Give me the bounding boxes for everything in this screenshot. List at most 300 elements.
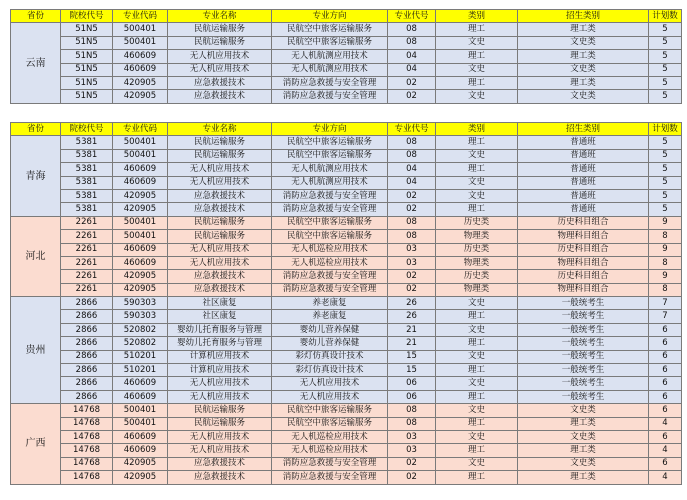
enrollment-type-cell: 普通班 xyxy=(518,149,649,162)
major-direction-cell: 消防应急救援与安全管理 xyxy=(272,203,388,216)
category-cell: 文史 xyxy=(436,377,518,390)
plan-count-cell: 6 xyxy=(649,337,682,350)
major-code-cell: 500401 xyxy=(113,23,168,36)
school-code-cell: 14768 xyxy=(61,404,113,417)
column-header: 专业代码 xyxy=(113,10,168,23)
major-name-cell: 民航运输服务 xyxy=(168,136,272,149)
table-row xyxy=(11,364,682,377)
school-code-cell: 2866 xyxy=(61,323,113,336)
table-row xyxy=(11,444,682,457)
plan-count-cell: 5 xyxy=(649,76,682,89)
major-code-cell: 420905 xyxy=(113,457,168,470)
major-code-cell: 460609 xyxy=(113,243,168,256)
category-cell: 理工 xyxy=(436,444,518,457)
major-name-cell: 无人机应用技术 xyxy=(168,430,272,443)
school-code-cell: 2261 xyxy=(61,216,113,229)
table-row xyxy=(11,283,682,296)
school-code-cell: 2866 xyxy=(61,377,113,390)
enrollment-type-cell: 普通班 xyxy=(518,189,649,202)
school-code-cell: 14768 xyxy=(61,457,113,470)
direction-code-cell: 08 xyxy=(388,136,436,149)
column-header: 招生类别 xyxy=(518,10,649,23)
major-direction-cell: 无人机应用技术 xyxy=(272,377,388,390)
major-code-cell: 460609 xyxy=(113,63,168,76)
direction-code-cell: 26 xyxy=(388,297,436,310)
major-code-cell: 460609 xyxy=(113,176,168,189)
major-name-cell: 无人机应用技术 xyxy=(168,390,272,403)
table-row xyxy=(11,323,682,336)
enrollment-type-cell: 理工类 xyxy=(518,417,649,430)
major-code-cell: 500401 xyxy=(113,216,168,229)
major-code-cell: 420905 xyxy=(113,90,168,103)
major-direction-cell: 无人机巡检应用技术 xyxy=(272,444,388,457)
column-header: 专业方向 xyxy=(272,123,388,136)
school-code-cell: 2261 xyxy=(61,283,113,296)
school-code-cell: 5381 xyxy=(61,176,113,189)
major-name-cell: 民航运输服务 xyxy=(168,23,272,36)
direction-code-cell: 04 xyxy=(388,176,436,189)
major-name-cell: 民航运输服务 xyxy=(168,230,272,243)
category-cell: 文史 xyxy=(436,430,518,443)
major-name-cell: 民航运输服务 xyxy=(168,216,272,229)
major-name-cell: 民航运输服务 xyxy=(168,36,272,49)
enrollment-type-cell: 普通班 xyxy=(518,176,649,189)
direction-code-cell: 03 xyxy=(388,256,436,269)
direction-code-cell: 08 xyxy=(388,23,436,36)
plan-count-cell: 8 xyxy=(649,256,682,269)
table-row xyxy=(11,36,682,49)
column-header: 院校代号 xyxy=(61,10,113,23)
major-code-cell: 510201 xyxy=(113,364,168,377)
plan-count-cell: 6 xyxy=(649,377,682,390)
table-row xyxy=(11,270,682,283)
school-code-cell: 2866 xyxy=(61,364,113,377)
major-code-cell: 590303 xyxy=(113,310,168,323)
plan-count-cell: 5 xyxy=(649,163,682,176)
header-row xyxy=(11,10,682,23)
category-cell: 文史 xyxy=(436,90,518,103)
category-cell: 历史类 xyxy=(436,243,518,256)
direction-code-cell: 15 xyxy=(388,350,436,363)
table-row xyxy=(11,189,682,202)
major-code-cell: 460609 xyxy=(113,50,168,63)
plan-count-cell: 6 xyxy=(649,430,682,443)
major-direction-cell: 民航空中旅客运输服务 xyxy=(272,230,388,243)
plan-count-cell: 5 xyxy=(649,50,682,63)
major-name-cell: 应急救援技术 xyxy=(168,90,272,103)
table-row xyxy=(11,163,682,176)
table-row xyxy=(11,149,682,162)
province-cell: 云南 xyxy=(11,23,61,103)
direction-code-cell: 08 xyxy=(388,36,436,49)
column-header: 类别 xyxy=(436,123,518,136)
major-direction-cell: 养老康复 xyxy=(272,297,388,310)
table-row xyxy=(11,417,682,430)
table-row xyxy=(11,430,682,443)
enrollment-type-cell: 普通班 xyxy=(518,203,649,216)
table-row xyxy=(11,203,682,216)
major-name-cell: 应急救援技术 xyxy=(168,457,272,470)
category-cell: 理工 xyxy=(436,364,518,377)
column-header: 专业方向 xyxy=(272,10,388,23)
enrollment-type-cell: 普通班 xyxy=(518,163,649,176)
major-code-cell: 460609 xyxy=(113,390,168,403)
major-direction-cell: 消防应急救援与安全管理 xyxy=(272,283,388,296)
major-direction-cell: 消防应急救援与安全管理 xyxy=(272,457,388,470)
major-name-cell: 无人机应用技术 xyxy=(168,256,272,269)
enrollment-type-cell: 一般统考生 xyxy=(518,337,649,350)
enrollment-type-cell: 历史科目组合 xyxy=(518,216,649,229)
plan-count-cell: 4 xyxy=(649,444,682,457)
school-code-cell: 2866 xyxy=(61,310,113,323)
direction-code-cell: 02 xyxy=(388,189,436,202)
table-row xyxy=(11,50,682,63)
school-code-cell: 14768 xyxy=(61,471,113,484)
category-cell: 物理类 xyxy=(436,230,518,243)
enrollment-type-cell: 一般统考生 xyxy=(518,390,649,403)
plan-count-cell: 7 xyxy=(649,297,682,310)
direction-code-cell: 02 xyxy=(388,457,436,470)
column-header: 招生类别 xyxy=(518,123,649,136)
enrollment-type-cell: 文史类 xyxy=(518,430,649,443)
plan-count-cell: 5 xyxy=(649,149,682,162)
major-direction-cell: 民航空中旅客运输服务 xyxy=(272,136,388,149)
direction-code-cell: 04 xyxy=(388,50,436,63)
major-code-cell: 500401 xyxy=(113,404,168,417)
major-direction-cell: 婴幼儿营养保健 xyxy=(272,323,388,336)
table-row xyxy=(11,390,682,403)
direction-code-cell: 08 xyxy=(388,230,436,243)
major-direction-cell: 无人机航测应用技术 xyxy=(272,176,388,189)
school-code-cell: 2866 xyxy=(61,350,113,363)
major-direction-cell: 消防应急救援与安全管理 xyxy=(272,471,388,484)
plan-count-cell: 5 xyxy=(649,23,682,36)
plan-count-cell: 9 xyxy=(649,243,682,256)
direction-code-cell: 08 xyxy=(388,404,436,417)
direction-code-cell: 02 xyxy=(388,270,436,283)
table-row xyxy=(11,457,682,470)
school-code-cell: 51N5 xyxy=(61,76,113,89)
table-row xyxy=(11,350,682,363)
enrollment-type-cell: 一般统考生 xyxy=(518,310,649,323)
major-direction-cell: 消防应急救援与安全管理 xyxy=(272,90,388,103)
school-code-cell: 2866 xyxy=(61,337,113,350)
direction-code-cell: 26 xyxy=(388,310,436,323)
major-direction-cell: 民航空中旅客运输服务 xyxy=(272,23,388,36)
province-cell: 青海 xyxy=(11,136,61,216)
school-code-cell: 51N5 xyxy=(61,36,113,49)
enrollment-type-cell: 普通班 xyxy=(518,136,649,149)
direction-code-cell: 03 xyxy=(388,243,436,256)
major-direction-cell: 消防应急救援与安全管理 xyxy=(272,76,388,89)
major-direction-cell: 婴幼儿营养保健 xyxy=(272,337,388,350)
column-header: 类别 xyxy=(436,10,518,23)
category-cell: 文史 xyxy=(436,323,518,336)
direction-code-cell: 08 xyxy=(388,149,436,162)
category-cell: 文史 xyxy=(436,350,518,363)
table-row xyxy=(11,337,682,350)
major-direction-cell: 无人机巡检应用技术 xyxy=(272,430,388,443)
enrollment-type-cell: 一般统考生 xyxy=(518,377,649,390)
column-header: 计划数 xyxy=(649,123,682,136)
enrollment-type-cell: 一般统考生 xyxy=(518,350,649,363)
plan-count-cell: 8 xyxy=(649,283,682,296)
category-cell: 文史 xyxy=(436,189,518,202)
major-direction-cell: 彩灯仿真设计技术 xyxy=(272,364,388,377)
plan-count-cell: 6 xyxy=(649,323,682,336)
major-name-cell: 无人机应用技术 xyxy=(168,50,272,63)
category-cell: 文史 xyxy=(436,36,518,49)
enrollment-type-cell: 理工类 xyxy=(518,23,649,36)
direction-code-cell: 21 xyxy=(388,323,436,336)
direction-code-cell: 02 xyxy=(388,90,436,103)
major-name-cell: 计算机应用技术 xyxy=(168,364,272,377)
province-cell: 河北 xyxy=(11,216,61,296)
direction-code-cell: 08 xyxy=(388,216,436,229)
school-code-cell: 14768 xyxy=(61,430,113,443)
category-cell: 理工 xyxy=(436,471,518,484)
enrollment-type-cell: 文史类 xyxy=(518,404,649,417)
major-code-cell: 420905 xyxy=(113,203,168,216)
major-code-cell: 500401 xyxy=(113,136,168,149)
major-name-cell: 婴幼儿托育服务与管理 xyxy=(168,323,272,336)
table-row xyxy=(11,256,682,269)
plan-count-cell: 8 xyxy=(649,230,682,243)
major-name-cell: 无人机应用技术 xyxy=(168,243,272,256)
direction-code-cell: 08 xyxy=(388,417,436,430)
category-cell: 理工 xyxy=(436,337,518,350)
major-name-cell: 婴幼儿托育服务与管理 xyxy=(168,337,272,350)
category-cell: 理工 xyxy=(436,23,518,36)
major-name-cell: 社区康复 xyxy=(168,297,272,310)
major-direction-cell: 消防应急救援与安全管理 xyxy=(272,270,388,283)
plan-count-cell: 4 xyxy=(649,417,682,430)
major-code-cell: 460609 xyxy=(113,163,168,176)
major-direction-cell: 民航空中旅客运输服务 xyxy=(272,149,388,162)
table-header xyxy=(11,123,682,136)
direction-code-cell: 02 xyxy=(388,203,436,216)
major-name-cell: 应急救援技术 xyxy=(168,76,272,89)
plan-count-cell: 5 xyxy=(649,90,682,103)
enrollment-type-cell: 理工类 xyxy=(518,76,649,89)
enrollment-type-cell: 一般统考生 xyxy=(518,364,649,377)
school-code-cell: 5381 xyxy=(61,189,113,202)
plan-count-cell: 5 xyxy=(649,63,682,76)
yunnan-admission-table xyxy=(10,9,682,104)
major-direction-cell: 民航空中旅客运输服务 xyxy=(272,417,388,430)
direction-code-cell: 03 xyxy=(388,430,436,443)
major-name-cell: 应急救援技术 xyxy=(168,203,272,216)
column-header: 院校代号 xyxy=(61,123,113,136)
major-name-cell: 计算机应用技术 xyxy=(168,350,272,363)
category-cell: 理工 xyxy=(436,390,518,403)
major-code-cell: 520802 xyxy=(113,323,168,336)
enrollment-type-cell: 文史类 xyxy=(518,36,649,49)
column-header: 省份 xyxy=(11,10,61,23)
header-row xyxy=(11,123,682,136)
direction-code-cell: 02 xyxy=(388,76,436,89)
direction-code-cell: 03 xyxy=(388,444,436,457)
school-code-cell: 14768 xyxy=(61,444,113,457)
category-cell: 理工 xyxy=(436,417,518,430)
major-code-cell: 420905 xyxy=(113,76,168,89)
major-name-cell: 应急救援技术 xyxy=(168,189,272,202)
category-cell: 文史 xyxy=(436,63,518,76)
province-cell: 贵州 xyxy=(11,297,61,404)
direction-code-cell: 06 xyxy=(388,390,436,403)
enrollment-type-cell: 物理科目组合 xyxy=(518,283,649,296)
category-cell: 历史类 xyxy=(436,270,518,283)
major-name-cell: 无人机应用技术 xyxy=(168,377,272,390)
major-name-cell: 应急救援技术 xyxy=(168,471,272,484)
category-cell: 文史 xyxy=(436,297,518,310)
major-name-cell: 无人机应用技术 xyxy=(168,163,272,176)
school-code-cell: 5381 xyxy=(61,163,113,176)
category-cell: 物理类 xyxy=(436,283,518,296)
major-direction-cell: 无人机巡检应用技术 xyxy=(272,256,388,269)
school-code-cell: 5381 xyxy=(61,203,113,216)
table-row xyxy=(11,297,682,310)
school-code-cell: 2261 xyxy=(61,256,113,269)
category-cell: 文史 xyxy=(436,404,518,417)
category-cell: 文史 xyxy=(436,457,518,470)
major-name-cell: 社区康复 xyxy=(168,310,272,323)
enrollment-type-cell: 历史科目组合 xyxy=(518,270,649,283)
direction-code-cell: 04 xyxy=(388,163,436,176)
plan-count-cell: 4 xyxy=(649,471,682,484)
plan-count-cell: 6 xyxy=(649,404,682,417)
table-row xyxy=(11,404,682,417)
enrollment-type-cell: 文史类 xyxy=(518,457,649,470)
enrollment-type-cell: 文史类 xyxy=(518,90,649,103)
category-cell: 理工 xyxy=(436,136,518,149)
plan-count-cell: 5 xyxy=(649,136,682,149)
major-name-cell: 无人机应用技术 xyxy=(168,176,272,189)
school-code-cell: 51N5 xyxy=(61,90,113,103)
direction-code-cell: 04 xyxy=(388,63,436,76)
major-direction-cell: 无人机巡检应用技术 xyxy=(272,243,388,256)
column-header: 计划数 xyxy=(649,10,682,23)
major-code-cell: 590303 xyxy=(113,297,168,310)
major-code-cell: 500401 xyxy=(113,417,168,430)
school-code-cell: 51N5 xyxy=(61,50,113,63)
plan-count-cell: 5 xyxy=(649,36,682,49)
enrollment-type-cell: 理工类 xyxy=(518,471,649,484)
school-code-cell: 2261 xyxy=(61,243,113,256)
table-row xyxy=(11,23,682,36)
category-cell: 理工 xyxy=(436,163,518,176)
table-row xyxy=(11,310,682,323)
plan-count-cell: 6 xyxy=(649,350,682,363)
category-cell: 理工 xyxy=(436,203,518,216)
school-code-cell: 51N5 xyxy=(61,23,113,36)
direction-code-cell: 02 xyxy=(388,471,436,484)
column-header: 专业名称 xyxy=(168,123,272,136)
major-code-cell: 420905 xyxy=(113,270,168,283)
major-direction-cell: 养老康复 xyxy=(272,310,388,323)
column-header: 专业代号 xyxy=(388,123,436,136)
table-body xyxy=(11,23,682,103)
plan-count-cell: 5 xyxy=(649,176,682,189)
school-code-cell: 2866 xyxy=(61,390,113,403)
column-header: 专业代码 xyxy=(113,123,168,136)
table-row xyxy=(11,230,682,243)
plan-count-cell: 6 xyxy=(649,390,682,403)
major-code-cell: 420905 xyxy=(113,189,168,202)
table-row xyxy=(11,76,682,89)
plan-count-cell: 7 xyxy=(649,310,682,323)
major-direction-cell: 民航空中旅客运输服务 xyxy=(272,404,388,417)
major-direction-cell: 无人机应用技术 xyxy=(272,390,388,403)
column-header: 专业名称 xyxy=(168,10,272,23)
major-direction-cell: 民航空中旅客运输服务 xyxy=(272,36,388,49)
enrollment-type-cell: 理工类 xyxy=(518,50,649,63)
direction-code-cell: 21 xyxy=(388,337,436,350)
major-direction-cell: 消防应急救援与安全管理 xyxy=(272,189,388,202)
province-cell: 广西 xyxy=(11,404,61,484)
category-cell: 物理类 xyxy=(436,256,518,269)
table-row xyxy=(11,176,682,189)
table-row xyxy=(11,377,682,390)
plan-count-cell: 9 xyxy=(649,216,682,229)
plan-count-cell: 6 xyxy=(649,457,682,470)
table-row xyxy=(11,63,682,76)
major-code-cell: 420905 xyxy=(113,471,168,484)
major-direction-cell: 民航空中旅客运输服务 xyxy=(272,216,388,229)
direction-code-cell: 06 xyxy=(388,377,436,390)
major-code-cell: 460609 xyxy=(113,430,168,443)
direction-code-cell: 02 xyxy=(388,283,436,296)
major-code-cell: 420905 xyxy=(113,283,168,296)
enrollment-type-cell: 一般统考生 xyxy=(518,297,649,310)
major-code-cell: 460609 xyxy=(113,256,168,269)
multi-province-admission-table xyxy=(10,122,682,485)
major-code-cell: 500401 xyxy=(113,149,168,162)
plan-count-cell: 5 xyxy=(649,203,682,216)
major-name-cell: 民航运输服务 xyxy=(168,417,272,430)
plan-count-cell: 5 xyxy=(649,189,682,202)
major-name-cell: 民航运输服务 xyxy=(168,149,272,162)
column-header: 专业代号 xyxy=(388,10,436,23)
major-code-cell: 500401 xyxy=(113,230,168,243)
major-direction-cell: 无人机航测应用技术 xyxy=(272,50,388,63)
enrollment-type-cell: 理工类 xyxy=(518,444,649,457)
major-code-cell: 460609 xyxy=(113,444,168,457)
table-row xyxy=(11,136,682,149)
enrollment-type-cell: 物理科目组合 xyxy=(518,230,649,243)
plan-count-cell: 6 xyxy=(649,364,682,377)
enrollment-type-cell: 文史类 xyxy=(518,63,649,76)
major-code-cell: 500401 xyxy=(113,36,168,49)
major-name-cell: 民航运输服务 xyxy=(168,404,272,417)
major-code-cell: 520802 xyxy=(113,337,168,350)
column-header: 省份 xyxy=(11,123,61,136)
major-name-cell: 无人机应用技术 xyxy=(168,444,272,457)
category-cell: 历史类 xyxy=(436,216,518,229)
category-cell: 文史 xyxy=(436,176,518,189)
table-row xyxy=(11,243,682,256)
major-name-cell: 应急救援技术 xyxy=(168,270,272,283)
category-cell: 文史 xyxy=(436,149,518,162)
category-cell: 理工 xyxy=(436,76,518,89)
table-row xyxy=(11,90,682,103)
major-direction-cell: 无人机航测应用技术 xyxy=(272,163,388,176)
school-code-cell: 51N5 xyxy=(61,63,113,76)
table-row xyxy=(11,216,682,229)
major-name-cell: 应急救援技术 xyxy=(168,283,272,296)
table-row xyxy=(11,471,682,484)
enrollment-type-cell: 物理科目组合 xyxy=(518,256,649,269)
